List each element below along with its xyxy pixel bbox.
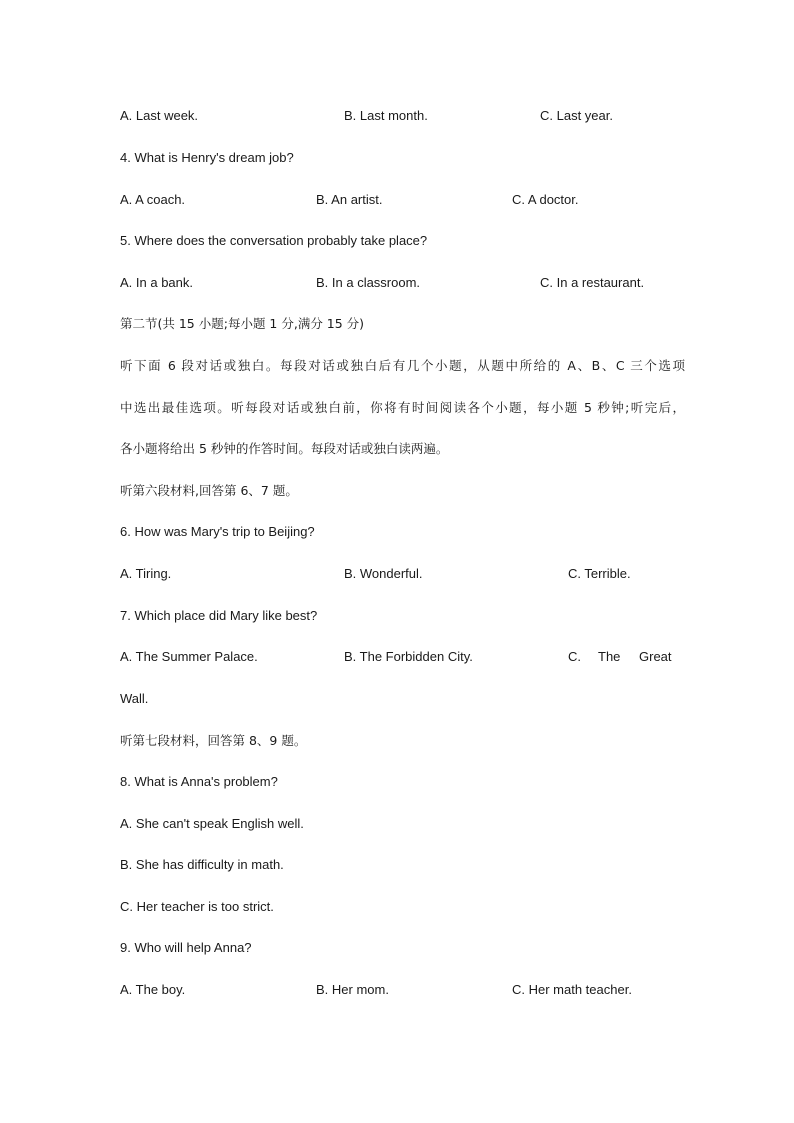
q5-option-b: B. In a classroom. <box>316 275 421 290</box>
q7-option-c-word1: The <box>598 649 621 664</box>
q9-option-c: C. Her math teacher. <box>512 982 632 997</box>
q8-question: 8. What is Anna's problem? <box>120 774 278 789</box>
q7-option-c-word2: Great <box>639 649 672 664</box>
q7-option-b: B. The Forbidden City. <box>344 649 473 664</box>
q4-option-b: B. An artist. <box>316 192 383 207</box>
q8-option-b: B. She has difficulty in math. <box>120 857 284 872</box>
q7-question: 7. Which place did Mary like best? <box>120 608 318 623</box>
q5-option-a: A. In a bank. <box>120 275 193 290</box>
section2-instructions-line2: 中选出最佳选项。听每段对话或独白前，你将有时间阅读各个小题，每小题 5 秒钟;听完后， <box>120 400 685 415</box>
section2-instructions-line1: 听下面 6 段对话或独白。每段对话或独白后有几个小题，从题中所给的 A、B、C 三个选项 <box>120 358 685 373</box>
q8-option-a: A. She can't speak English well. <box>120 816 304 831</box>
q9-option-b: B. Her mom. <box>316 982 389 997</box>
q5-option-c: C. In a restaurant. <box>540 275 645 290</box>
q6-question: 6. How was Mary's trip to Beijing? <box>120 524 315 539</box>
q6-option-a: A. Tiring. <box>120 566 172 581</box>
section2-instructions-line3: 各小题将给出 5 秒钟的作答时间。每段对话或独白读两遍。 <box>120 441 449 456</box>
q5-question: 5. Where does the conversation probably take place? <box>120 233 428 248</box>
q6-option-b: B. Wonderful. <box>344 566 423 581</box>
q3-option-a: A. Last week. <box>120 108 199 123</box>
q3-option-c: C. Last year. <box>540 108 613 123</box>
q8-option-c: C. Her teacher is too strict. <box>120 899 274 914</box>
q7-option-c-wrap: Wall. <box>120 691 149 706</box>
q4-option-c: C. A doctor. <box>512 192 579 207</box>
material6-prompt: 听第六段材料,回答第 6、7 题。 <box>120 483 298 498</box>
q6-option-c: C. Terrible. <box>568 566 631 581</box>
q9-question: 9. Who will help Anna? <box>120 940 252 955</box>
q9-option-a: A. The boy. <box>120 982 186 997</box>
q7-option-c-label: C. <box>568 649 581 664</box>
q4-question: 4. What is Henry's dream job? <box>120 150 294 165</box>
section2-heading: 第二节(共 15 小题;每小题 1 分,满分 15 分) <box>120 316 365 331</box>
q4-option-a: A. A coach. <box>120 192 186 207</box>
material7-prompt: 听第七段材料，回答第 8、9 题。 <box>120 733 307 748</box>
q7-option-a: A. The Summer Palace. <box>120 649 258 664</box>
q3-option-b: B. Last month. <box>344 108 428 123</box>
